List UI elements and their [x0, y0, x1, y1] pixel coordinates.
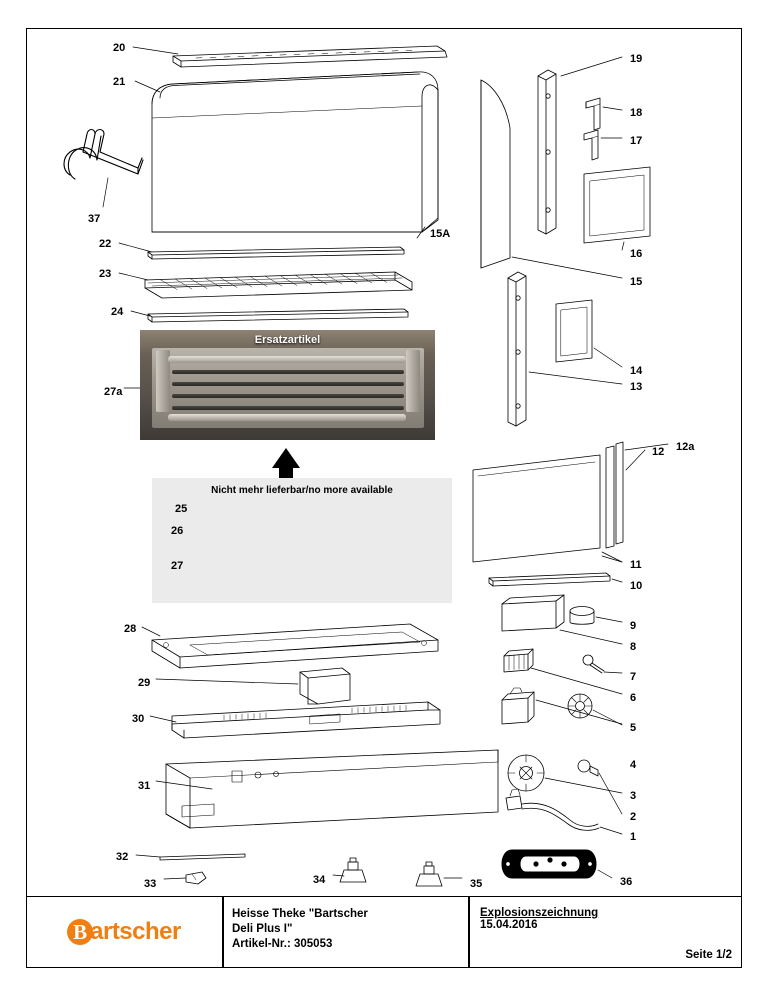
callout-33: 33	[144, 878, 157, 890]
callout-22: 22	[99, 238, 112, 250]
part-5-switch	[502, 688, 534, 724]
callout-5: 5	[630, 722, 637, 734]
part-17-bracket	[584, 130, 598, 160]
discontinued-parts-box	[152, 478, 452, 603]
logo-wordmark: artscher	[90, 918, 181, 945]
callout-24: 24	[111, 306, 124, 318]
callout-11: 11	[630, 559, 642, 571]
part-12a-strip	[606, 442, 623, 548]
callout-1: 1	[630, 831, 637, 843]
part-21-hood	[152, 72, 438, 232]
part-16-panel	[584, 167, 650, 243]
part-6-block	[504, 649, 533, 672]
logo-badge: B	[67, 919, 93, 945]
part-19-rail	[538, 70, 556, 234]
callout-15: 15	[630, 276, 643, 288]
photo-caption: Ersatzartikel	[254, 334, 321, 346]
part-23-grill	[145, 272, 412, 298]
drawing-meta	[470, 897, 742, 967]
callout-28: 28	[124, 623, 137, 635]
callout-15A: 15A	[430, 228, 451, 240]
part-10-bar	[489, 573, 610, 586]
callout-20: 20	[113, 42, 126, 54]
callout-30: 30	[132, 713, 145, 725]
discontinued-caption: Nicht mehr lieferbar/no more available	[211, 485, 393, 496]
callout-7: 7	[630, 671, 637, 683]
callout-21: 21	[113, 76, 126, 88]
callout-13: 13	[630, 381, 643, 393]
callout-23: 23	[99, 268, 112, 280]
product-title-line2: Deli Plus I"	[232, 923, 293, 935]
callout-6: 6	[630, 692, 637, 704]
part-28-frame	[152, 624, 438, 668]
callout-12a: 12a	[676, 441, 695, 453]
part-8-box	[502, 595, 564, 631]
part-30-shelf	[172, 702, 440, 738]
part-13-rail	[508, 272, 526, 426]
part-3-dial	[508, 755, 544, 791]
part-9-cylinder	[570, 607, 594, 625]
callout-10: 10	[630, 580, 643, 592]
callout-14: 14	[630, 365, 643, 377]
callout-37: 37	[88, 213, 101, 225]
drawing-date: 15.04.2016	[480, 919, 538, 931]
callout-34: 34	[313, 874, 326, 886]
callout-35: 35	[470, 878, 483, 890]
callout-4: 4	[630, 759, 637, 771]
part-24-bar	[148, 309, 408, 322]
part-35-foot	[416, 862, 442, 886]
callout-2: 2	[630, 811, 637, 823]
part-14-panel	[556, 300, 592, 362]
callout-9: 9	[630, 620, 637, 632]
replacement-part-photo	[140, 330, 435, 440]
callout-27: 27	[171, 560, 184, 572]
callout-27a: 27a	[104, 386, 123, 398]
product-title	[224, 897, 468, 967]
part-36-inlet	[502, 850, 596, 878]
part-34-foot	[340, 858, 366, 882]
callout-25: 25	[175, 503, 188, 515]
callout-18: 18	[630, 107, 643, 119]
callout-32: 32	[116, 851, 129, 863]
part-4-knob	[568, 694, 592, 718]
part-20-top-strip	[173, 46, 447, 67]
part-29-pan	[300, 668, 350, 704]
part-15-side-glass	[481, 80, 510, 268]
part-33-clip	[186, 872, 206, 884]
callout-36: 36	[620, 876, 633, 888]
part-1-cable	[506, 789, 599, 830]
drawing-type: Explosionszeichnung	[480, 907, 599, 919]
part-2-small-knob	[578, 760, 598, 776]
part-7-screw	[583, 655, 604, 673]
callout-8: 8	[630, 641, 637, 653]
part-12-glass	[473, 455, 600, 562]
part-22-bar	[148, 247, 404, 259]
callout-16: 16	[630, 248, 643, 260]
callout-17: 17	[630, 135, 643, 147]
callout-31: 31	[138, 780, 151, 792]
callout-3: 3	[630, 790, 637, 802]
page-number: Seite 1/2	[685, 949, 732, 961]
title-block	[26, 896, 742, 968]
callout-26: 26	[171, 525, 184, 537]
part-32-rod	[160, 854, 245, 860]
product-title-line1: Heisse Theke "Bartscher	[232, 908, 368, 920]
callout-29: 29	[138, 677, 151, 689]
product-article-number: Artikel-Nr.: 305053	[232, 938, 333, 950]
callout-12: 12	[652, 446, 665, 458]
callout-19: 19	[630, 53, 643, 65]
bartscher-logo	[26, 897, 222, 967]
part-18-bracket	[586, 98, 600, 130]
part-37-hook	[64, 130, 143, 180]
part-31-housing	[166, 750, 498, 828]
